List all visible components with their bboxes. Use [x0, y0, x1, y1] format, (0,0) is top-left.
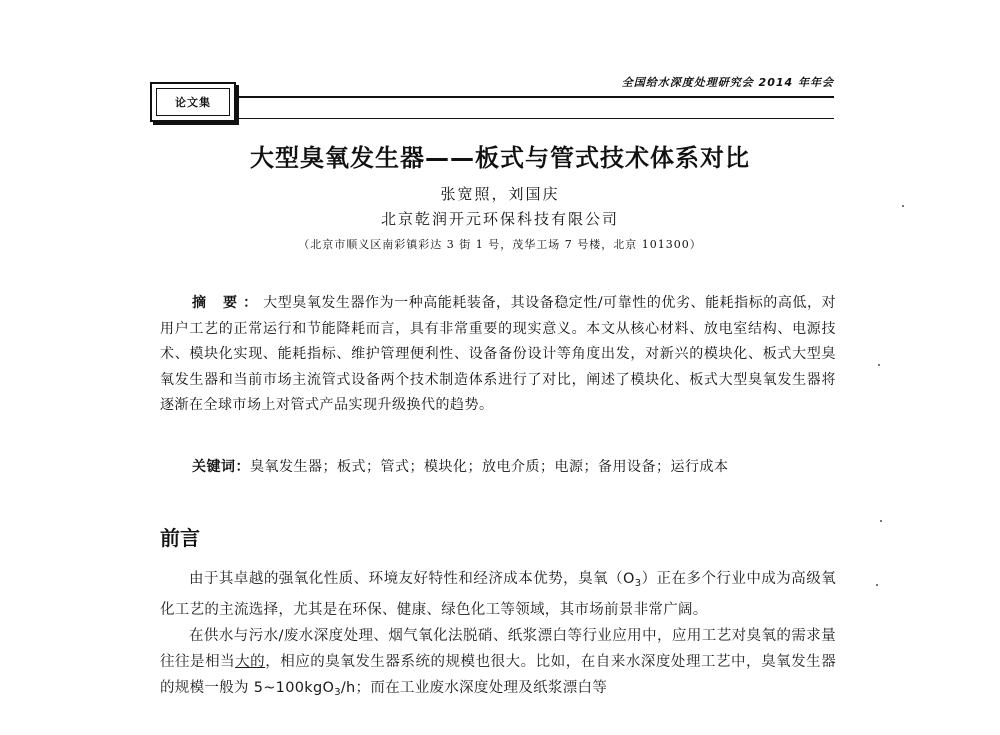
scan-speck [876, 584, 878, 586]
body-p2-text-a: 在供水与污水/废水深度处理、烟气氧化法脱硝、纸浆漂白等行业应用中，应用工艺对臭氧的需求量往往是相当 [160, 628, 836, 670]
abstract-text: 大型臭氧发生器作为一种高能耗装备，其设备稳定性/可靠性的优劣、能耗指标的高低，对用户工艺的正常运行和节能降耗而言，具有非常重要的现实意义。本文从核心材料、放电室结构、电源技术、模块化实现、能耗指标、维护管理便利性、设备备份设计等角度出发，对新兴的模块化、板式大型臭氧发生器和当前市场主流管式设备两个技术制造体系进行了对比，阐述了模块化、板式大型臭氧发生器将逐渐在全球市场上对管式产品实现升级换代的趋势。 [160, 295, 837, 413]
section-title-preface: 前言 [160, 526, 200, 550]
body-p2-text-c: /h；而在工业废水深度处理及纸浆漂白等 [340, 680, 608, 696]
header-rule-top [236, 96, 834, 98]
scan-speck [880, 520, 882, 522]
journal-header: 全国给水深度处理研究会 2014 年年会 [621, 76, 834, 89]
paper-title: 大型臭氧发生器——板式与管式技术体系对比 [250, 144, 750, 172]
collection-badge [150, 82, 236, 122]
body-p2-underlined: 大的 [235, 654, 266, 670]
body-p2-text-b: ，相应的臭氧发生器系统的规模也很大。比如，在自来水深度处理工艺中，臭氧发生器的规模一般为 5~100kgO [160, 654, 836, 696]
body-p1-subscript: 3 [634, 578, 642, 589]
scan-speck [902, 205, 904, 207]
body-p1-text-a: 由于其卓越的强氧化性质、环境友好特性和经济成本优势，臭氧（O [189, 571, 635, 587]
body-paragraph-1 [160, 566, 836, 623]
body-text [160, 566, 836, 706]
keywords-label: 关键词： [192, 459, 250, 475]
abstract [160, 291, 836, 419]
collection-badge-label: 论文集 [156, 88, 230, 116]
paper-address: （北京市顺义区南彩镇彩达 3 街 1 号，茂华工场 7 号楼，北京 101300） [298, 238, 702, 251]
body-paragraph-2 [160, 623, 836, 706]
body-p1-text-b: ）正在多个行业中成为高级氧化工艺的主流选择，尤其是在环保、健康、绿色化工等领域，其市场前景非常广阔。 [160, 571, 836, 618]
keywords-text: 臭氧发生器；板式；管式；模块化；放电介质；电源；备用设备；运行成本 [250, 459, 729, 475]
paper-affiliation: 北京乾润开元环保科技有限公司 [380, 210, 619, 228]
body-p2-subscript: 3 [334, 687, 341, 698]
abstract-label: 摘 要： [192, 295, 264, 311]
header-rule-bottom [236, 118, 834, 119]
keywords [192, 456, 842, 476]
scan-speck [878, 364, 880, 366]
paper-authors: 张宽照，刘国庆 [440, 185, 560, 203]
